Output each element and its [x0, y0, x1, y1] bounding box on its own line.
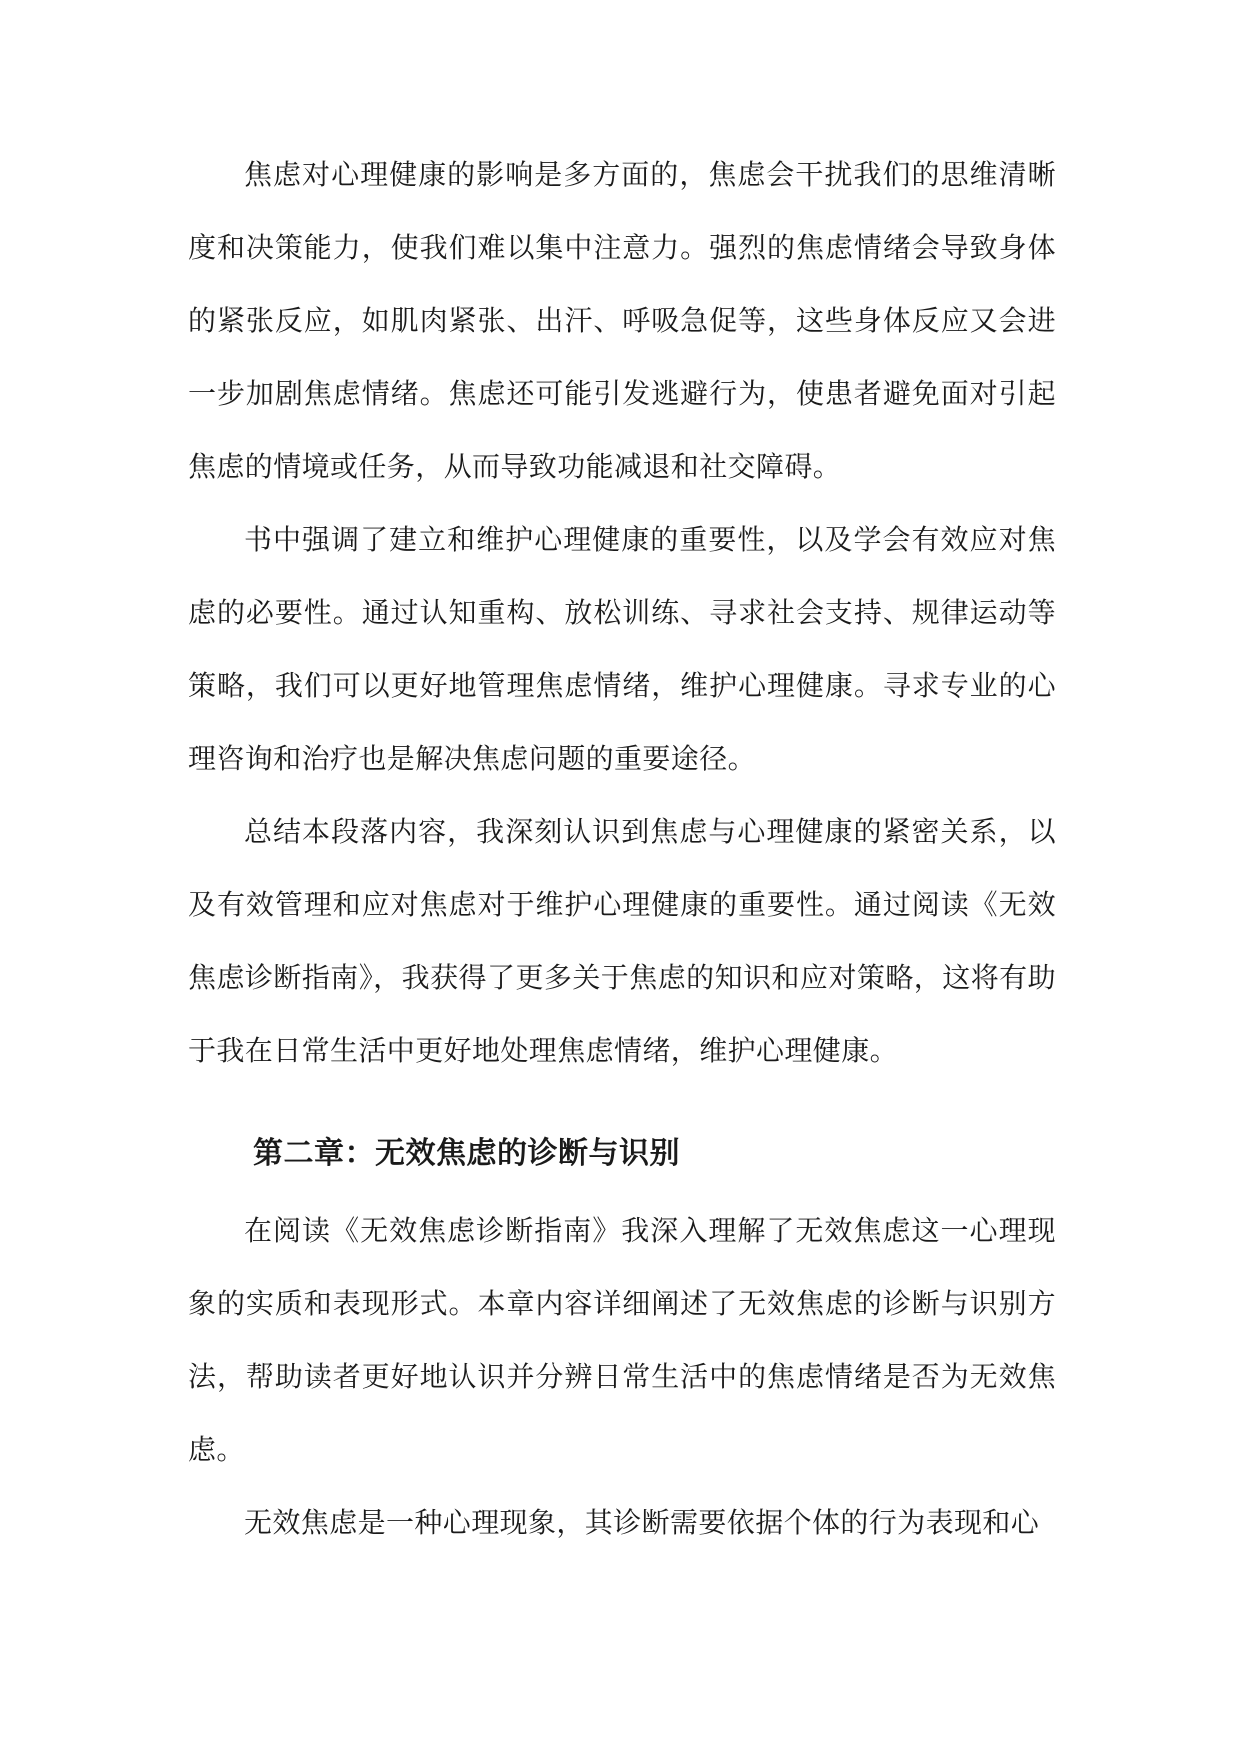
- paragraph-mental-health-strategies: 书中强调了建立和维护心理健康的重要性，以及学会有效应对焦虑的必要性。通过认知重构、放松训练、寻求社会支持、规律运动等策略，我们可以更好地管理焦虑情绪，维护心理健康。寻求专业的心理咨询和治疗也是解决焦虑问题的重要途径。: [188, 523, 1056, 775]
- paragraph-anxiety-impact: 焦虑对心理健康的影响是多方面的，焦虑会干扰我们的思维清晰度和决策能力，使我们难以集中注意力。强烈的焦虑情绪会导致身体的紧张反应，如肌肉紧张、出汗、呼吸急促等，这些身体反应又会进一步加剧焦虑情绪。焦虑还可能引发逃避行为，使患者避免面对引起焦虑的情境或任务，从而导致功能减退和社交障碍。: [188, 158, 1056, 483]
- paragraph-ineffective-anxiety: 无效焦虑是一种心理现象，其诊断需要依据个体的行为表现和心: [244, 1506, 1040, 1539]
- paragraph-chapter-intro: 在阅读《无效焦虑诊断指南》我深入理解了无效焦虑这一心理现象的实质和表现形式。本章内容详细阐述了无效焦虑的诊断与识别方法，帮助读者更好地认识并分辨日常生活中的焦虑情绪是否为无效焦虑。: [188, 1214, 1056, 1466]
- chapter-heading: 第二章：无效焦虑的诊断与识别: [253, 1136, 680, 1171]
- paragraph-summary: 总结本段落内容，我深刻认识到焦虑与心理健康的紧密关系，以及有效管理和应对焦虑对于维护心理健康的重要性。通过阅读《无效焦虑诊断指南》，我获得了更多关于焦虑的知识和应对策略，这将有助于我在日常生活中更好地处理焦虑情绪，维护心理健康。: [188, 815, 1056, 1067]
- page-content: [188, 138, 1056, 1559]
